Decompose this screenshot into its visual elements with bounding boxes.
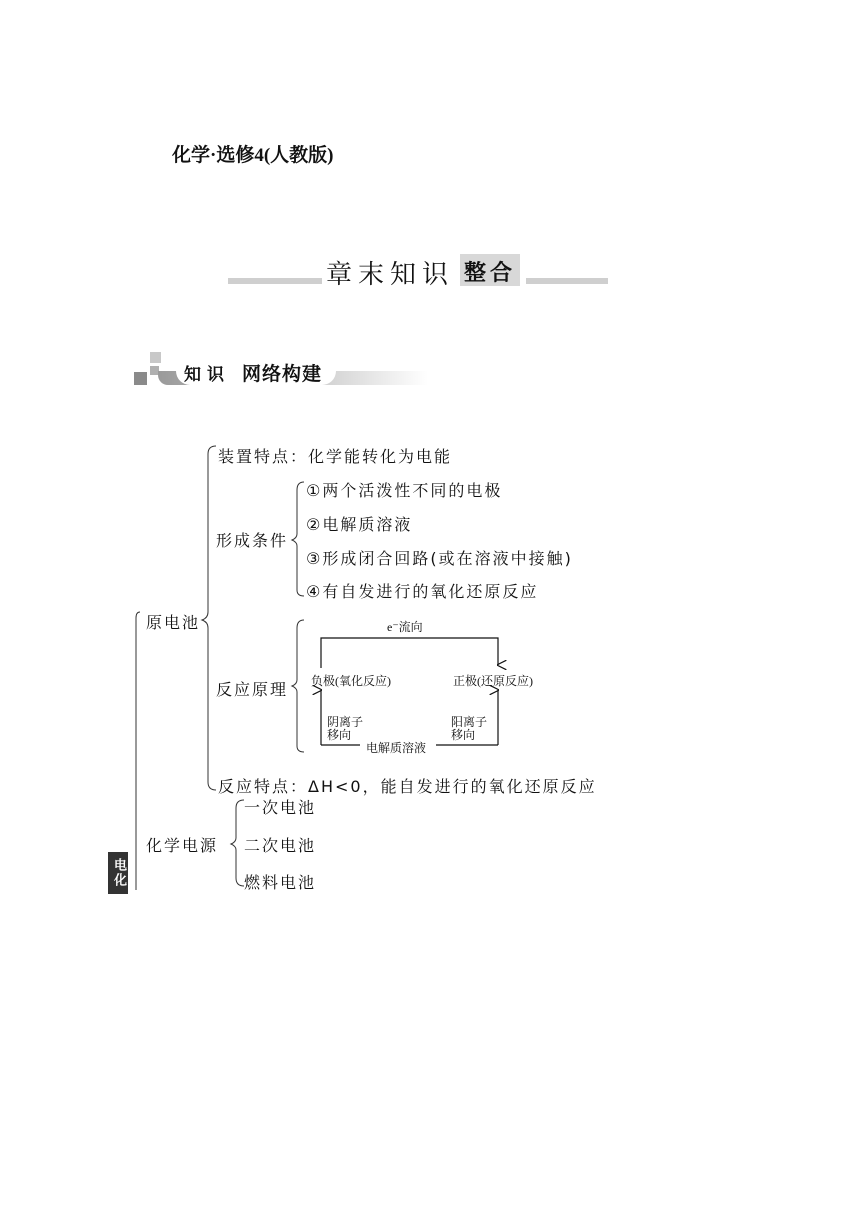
- negative-electrode: 负极(氧化反应): [311, 674, 391, 688]
- electron-flow-label: e⁻流向: [387, 620, 423, 634]
- cation-line-2: 移向: [451, 728, 476, 742]
- power-source-label: 化学电源: [146, 836, 219, 855]
- condition-item-2: ②电解质溶液: [306, 515, 413, 534]
- electrolyte-label: 电解质溶液: [366, 741, 427, 755]
- banner-title: 章末知识: [326, 260, 455, 290]
- condition-item-1: ①两个活泼性不同的电极: [306, 481, 503, 500]
- condition-item-3: ③形成闭合回路(或在溶液中接触): [306, 549, 573, 568]
- anion-line-1: 阴离子: [327, 715, 364, 729]
- section-title-prefix: 知识: [184, 365, 230, 385]
- power-item-1: 一次电池: [244, 798, 317, 817]
- section-title: 网络构建: [242, 363, 323, 385]
- anion-line-2: 移向: [327, 728, 352, 742]
- anion-migration: [327, 716, 363, 742]
- power-item-2: 二次电池: [244, 836, 317, 855]
- cation-line-1: 阳离子: [451, 715, 488, 729]
- primary-cell-label: 原电池: [146, 613, 201, 632]
- cation-migration: [451, 716, 487, 742]
- chapter-side-label: 电化: [108, 852, 128, 894]
- device-feature: 装置特点：化学能转化为电能: [218, 447, 453, 466]
- reaction-feature: 反应特点：ΔH<0，能自发进行的氧化还原反应: [218, 777, 597, 796]
- condition-item-4: ④有自发进行的氧化还原反应: [306, 582, 539, 601]
- document-header: 化学·选修4(人教版): [172, 145, 334, 166]
- positive-electrode: 正极(还原反应): [453, 674, 533, 688]
- power-item-3: 燃料电池: [244, 873, 317, 892]
- principle-label: 反应原理: [216, 680, 289, 699]
- conditions-label: 形成条件: [216, 531, 289, 550]
- banner-title-highlight: 整合: [460, 254, 520, 286]
